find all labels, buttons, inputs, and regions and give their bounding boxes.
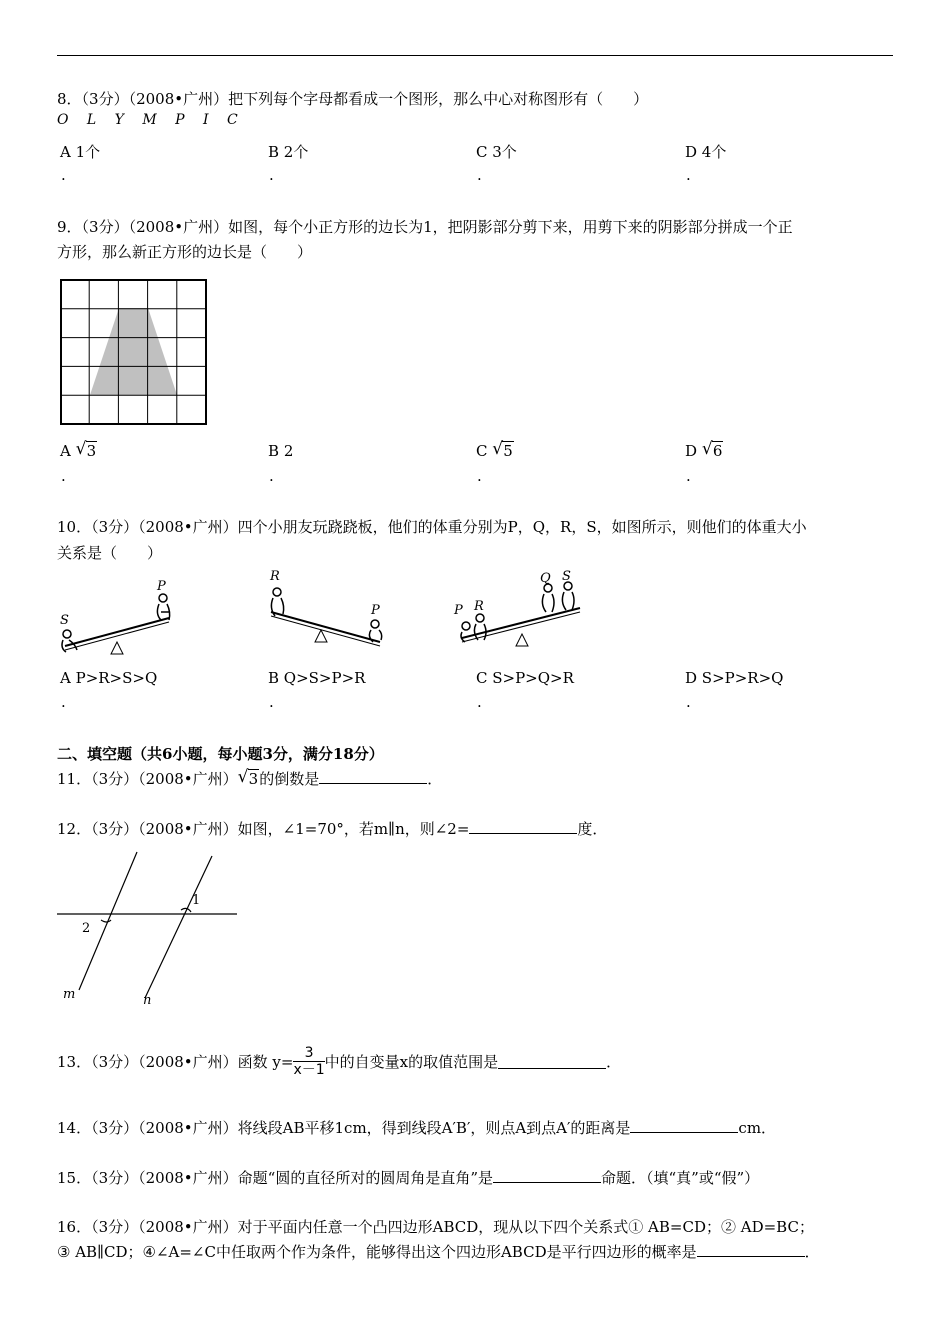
q8-letters: O L Y M P I C xyxy=(57,112,245,128)
q13-numerator: 3 xyxy=(293,1045,324,1062)
q10-option-a[interactable]: A P>R>S>Q xyxy=(60,669,158,687)
q9-option-b[interactable] xyxy=(268,442,293,460)
q10-option-b[interactable]: B Q>S>P>R xyxy=(268,669,366,687)
seesaw-figure-1 xyxy=(57,578,177,660)
q10-stem-line1: 10．（3分）（2008•广州）四个小朋友玩跷跷板，他们的体重分别为P，Q，R，S，如图所示，则他们的体重大小 xyxy=(57,518,807,536)
q9-stem-line2: 方形，那么新正方形的边长是（ ） xyxy=(57,243,313,261)
q16-end: ． xyxy=(804,1243,820,1261)
line-m-label: m xyxy=(63,987,76,1002)
seesaw-figure-3 xyxy=(452,566,587,650)
q11-end: ． xyxy=(427,770,443,788)
angle1-label: 1 xyxy=(192,893,201,908)
q10-dot-c: . xyxy=(477,693,482,711)
q9-option-c-letter: C xyxy=(476,442,488,460)
seesaw1-label-p: P xyxy=(157,579,166,594)
q16-answer-blank[interactable] xyxy=(697,1242,805,1257)
q10-option-d[interactable]: D S>P>R>Q xyxy=(685,669,784,687)
q9-dot-c: . xyxy=(477,467,482,485)
seesaw1-label-s: S xyxy=(60,613,69,628)
q11-radicand: 3 xyxy=(248,770,259,788)
q13-answer-blank[interactable] xyxy=(498,1054,606,1069)
seesaw3-label-p: P xyxy=(454,603,463,618)
sqrt-symbol: √ 5 xyxy=(492,439,513,460)
q16-line2 xyxy=(57,1241,820,1262)
q12-end: 度． xyxy=(577,820,608,838)
q8-dot-c: . xyxy=(477,166,482,184)
sqrt-symbol: √ 6 xyxy=(701,439,723,460)
q13-line xyxy=(57,1045,621,1078)
q10-option-c[interactable]: C S>P>Q>R xyxy=(476,669,574,687)
q14-end: cm． xyxy=(738,1119,777,1137)
q9-dot-d: . xyxy=(686,467,691,485)
q8-dot-d: . xyxy=(686,166,691,184)
q8-option-d[interactable]: D 4个 xyxy=(685,143,727,161)
q9-grid-figure xyxy=(60,279,207,425)
q13-fraction xyxy=(293,1045,324,1078)
seesaw3-label-s: S xyxy=(562,569,571,584)
q15-line xyxy=(57,1167,759,1188)
q9-option-a[interactable] xyxy=(60,439,97,460)
seesaw3-label-q: Q xyxy=(540,571,551,586)
q11-prefix: 11．（3分）（2008•广州） xyxy=(57,770,238,788)
seesaw2-label-p: P xyxy=(371,603,380,618)
header-rule xyxy=(57,55,893,56)
q16-stem-line2: ③ AB∥CD；④∠A=∠C中任取两个作为条件，能够得出这个四边形ABCD是平行四边形的概率是 xyxy=(57,1243,697,1261)
q12-answer-blank[interactable] xyxy=(469,819,577,834)
q8-option-b[interactable]: B 2个 xyxy=(268,143,309,161)
q15-answer-blank[interactable] xyxy=(493,1168,601,1183)
q9-option-d[interactable] xyxy=(685,439,723,460)
q12-stem: 12．（3分）（2008•广州）如图，∠1=70°，若m∥n，则∠2= xyxy=(57,820,470,838)
q9-dot-a: . xyxy=(61,467,66,485)
section-title: 二、填空题（共6小题，每小题3分，满分18分） xyxy=(57,745,384,763)
q16-stem-line1: 16．（3分）（2008•广州）对于平面内任意一个凸四边形ABCD，现从以下四个关系式① AB=CD；② AD=BC； xyxy=(57,1218,814,1236)
q8-dot-a: . xyxy=(61,166,66,184)
q9-option-a-letter: A xyxy=(60,442,71,460)
q9-option-c[interactable] xyxy=(476,439,514,460)
q15-end: 命题．（填“真”或“假”） xyxy=(601,1169,760,1187)
seesaw-figure-2 xyxy=(265,568,390,653)
q9-option-c-radicand: 5 xyxy=(503,442,513,460)
q11-answer-blank[interactable] xyxy=(319,769,427,784)
q10-stem-line2: 关系是（ ） xyxy=(57,544,163,562)
seesaw2-label-r: R xyxy=(270,569,280,584)
q11-line xyxy=(57,768,442,789)
q10-dot-d: . xyxy=(686,693,691,711)
q15-stem: 15．（3分）（2008•广州）命题“圆的直径所对的圆周角是直角”是 xyxy=(57,1169,493,1187)
q14-stem: 14．（3分）（2008•广州）将线段AB平移1cm，得到线段A′B′，则点A到点A′的距离是 xyxy=(57,1119,631,1137)
q9-dot-b: . xyxy=(269,467,274,485)
q8-option-c[interactable]: C 3个 xyxy=(476,143,517,161)
line-n-label: n xyxy=(143,993,152,1008)
q9-option-d-radicand: 6 xyxy=(712,442,723,460)
q9-option-b-value: 2 xyxy=(283,442,294,460)
q9-option-a-radicand: 3 xyxy=(86,442,97,460)
q14-answer-blank[interactable] xyxy=(630,1118,738,1133)
q13-denominator: x－1 xyxy=(293,1062,325,1078)
q8-dot-b: . xyxy=(269,166,274,184)
q8-option-a[interactable]: A 1个 xyxy=(60,143,101,161)
q9-option-d-letter: D xyxy=(685,442,698,460)
q10-dot-b: . xyxy=(269,693,274,711)
q13-end: ． xyxy=(606,1053,622,1071)
q12-parallel-lines-figure xyxy=(57,850,242,1010)
q12-line xyxy=(57,818,607,839)
q13-suffix: 中的自变量x的取值范围是 xyxy=(324,1053,499,1071)
sqrt-symbol: √ 3 xyxy=(75,439,97,460)
angle2-label: 2 xyxy=(82,921,91,936)
sqrt-symbol: √ 3 xyxy=(237,767,259,788)
seesaw3-label-r: R xyxy=(474,599,484,614)
q13-prefix: 13．（3分）（2008•广州）函数 y= xyxy=(57,1053,294,1071)
q11-suffix: 的倒数是 xyxy=(259,770,320,788)
q9-option-b-letter: B xyxy=(268,442,280,460)
q9-stem-line1: 9．（3分）（2008•广州）如图，每个小正方形的边长为1，把阴影部分剪下来，用剪下来的阴影部分拼成一个正 xyxy=(57,218,793,236)
q8-stem: 8．（3分）（2008•广州）把下列每个字母都看成一个图形，那么中心对称图形有（ ） xyxy=(57,90,649,108)
q14-line xyxy=(57,1117,776,1138)
q10-dot-a: . xyxy=(61,693,66,711)
